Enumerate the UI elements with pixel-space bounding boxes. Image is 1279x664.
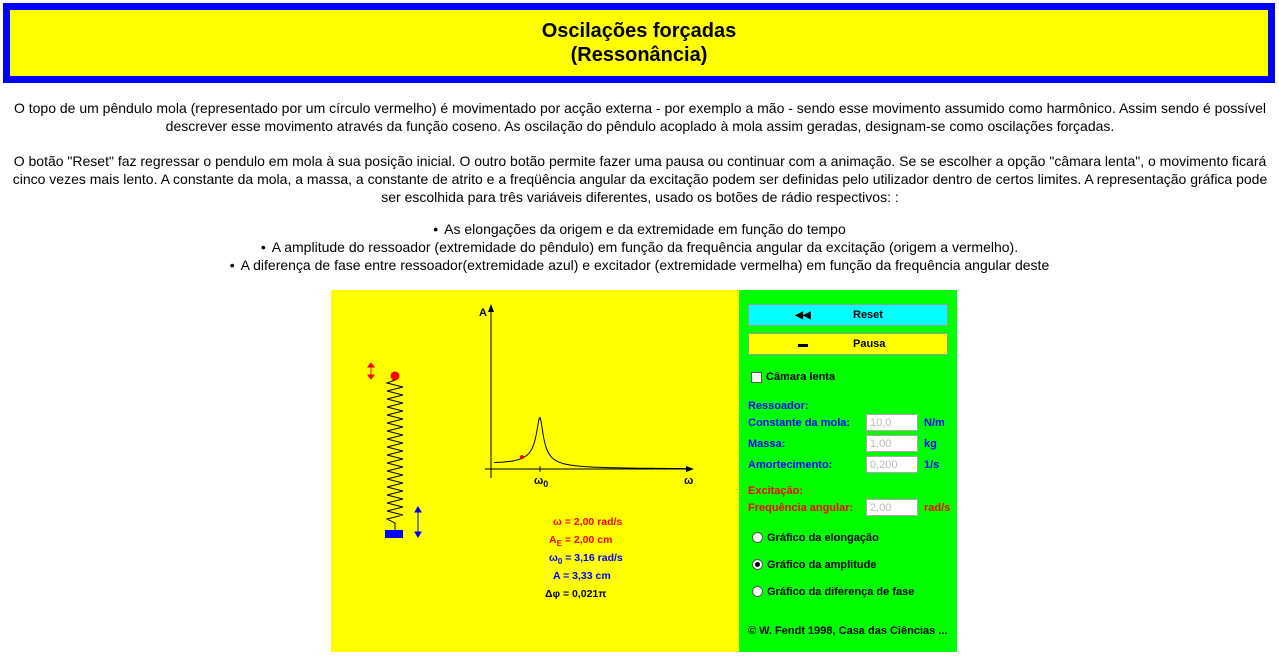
slow-motion-label: Câmara lenta bbox=[766, 371, 836, 383]
angular-frequency-input[interactable] bbox=[866, 499, 918, 516]
resonance-curve bbox=[494, 418, 686, 469]
spring-constant-input[interactable] bbox=[866, 414, 918, 431]
resonator-mass bbox=[385, 530, 403, 538]
list-item: • As elongações da origem e da extremidade em função do tempo bbox=[0, 220, 1279, 238]
excitor-amplitude-readout: $A_E = 2,00$ cm bbox=[549, 534, 613, 548]
reset-button[interactable] bbox=[748, 304, 948, 326]
mass-unit: kg bbox=[924, 438, 937, 450]
phase-readout: Δφ = 0,021π bbox=[545, 588, 607, 600]
angular-frequency-unit: rad/s bbox=[924, 502, 951, 514]
graph-options-list bbox=[0, 220, 1279, 274]
mass-input[interactable] bbox=[866, 435, 918, 452]
radio-phase-graph[interactable] bbox=[752, 586, 763, 597]
pause-button-label: Pausa bbox=[853, 338, 886, 350]
control-panel bbox=[739, 290, 957, 652]
simulation-canvas bbox=[331, 290, 739, 652]
intro-paragraph-2: O botão "Reset" faz regressar o pendulo em mola à sua posição inicial. O outro botão permite fazer uma pausa ou continuar com a animação. Se se escolher a opção "câmara lenta", o movimento ficará cinco vezes mais lento. A constante da mola, a massa, a constante de atrito e a freqüência angular da excitação podem ser definidas pelo utilizador dentro de certos limites. A representação gráfica pode ser escolhida para três variáveis diferentes, usado os botões de rádio respectivos: : bbox=[12, 153, 1268, 205]
page-subtitle: (Ressonância) bbox=[570, 44, 708, 66]
damping-label: Amortecimento: bbox=[748, 459, 833, 471]
resonance-applet bbox=[331, 290, 957, 652]
radio-amplitude-graph[interactable] bbox=[752, 559, 763, 570]
page-title: Oscilações forçadas bbox=[541, 20, 737, 42]
radio-phase-label: Gráfico da diferença de fase bbox=[767, 586, 915, 598]
y-axis-label: A bbox=[479, 307, 487, 319]
slow-motion-checkbox[interactable] bbox=[751, 372, 762, 383]
resonator-title: Ressoador: bbox=[748, 400, 809, 412]
spring bbox=[387, 380, 403, 530]
x-axis-label: ω bbox=[684, 475, 694, 487]
resonator-arrow-icon bbox=[415, 507, 421, 537]
reset-button-label: Reset bbox=[853, 309, 883, 321]
pause-icon: ▬ bbox=[798, 338, 808, 350]
simulation-area bbox=[331, 290, 739, 652]
current-point bbox=[520, 455, 524, 459]
amplitude-graph bbox=[479, 304, 694, 489]
amplitude-readout: A = 3,33 cm bbox=[553, 570, 611, 582]
mass-label: Massa: bbox=[748, 438, 786, 450]
list-item: • A amplitude do ressoador (extremidade do pêndulo) em função da frequência angular da excitação (origem a vermelho). bbox=[0, 238, 1279, 256]
copyright-notice: © W. Fendt 1998, Casa das Ciências ... bbox=[748, 625, 948, 637]
radio-amplitude-label: Gráfico da amplitude bbox=[767, 559, 877, 571]
spring-constant-label: Constante da mola: bbox=[748, 417, 851, 429]
rewind-icon: ◀◀ bbox=[795, 309, 811, 321]
spring-constant-unit: N/m bbox=[924, 417, 945, 429]
omega0-readout: $\omega_0 = 3,16$ rad/s bbox=[549, 552, 623, 566]
exciter-title: Excitação: bbox=[748, 485, 804, 497]
pause-button[interactable] bbox=[748, 333, 948, 355]
header-box bbox=[10, 10, 1268, 76]
angular-frequency-label: Frequência angular: bbox=[748, 502, 854, 514]
damping-unit: 1/s bbox=[924, 459, 940, 471]
excitor-arrow-icon bbox=[368, 363, 374, 379]
excitor-ball bbox=[391, 372, 400, 381]
omega-readout: ω = 2,00 rad/s bbox=[553, 516, 623, 528]
intro-paragraph-1: O topo de um pêndulo mola (representado por um círculo vermelho) é movimentado por acção externa - por exemplo a mão - sendo esse movimento assumido como harmônico. Assim sendo é possível descrever esse movimento através da função coseno. As oscilação do pêndulo acoplado à mola assim geradas, designam-se como oscilações forçadas. bbox=[13, 100, 1267, 134]
page-header bbox=[3, 3, 1275, 83]
radio-elongation-graph[interactable] bbox=[752, 532, 763, 543]
damping-input[interactable] bbox=[866, 456, 918, 473]
radio-elongation-label: Gráfico da elongação bbox=[767, 532, 879, 544]
list-item: • A diferença de fase entre ressoador(extremidade azul) e excitador (extremidade vermelha) em função da frequência angular deste bbox=[0, 256, 1279, 274]
omega0-tick-label: $\omega_0$ bbox=[534, 475, 549, 489]
